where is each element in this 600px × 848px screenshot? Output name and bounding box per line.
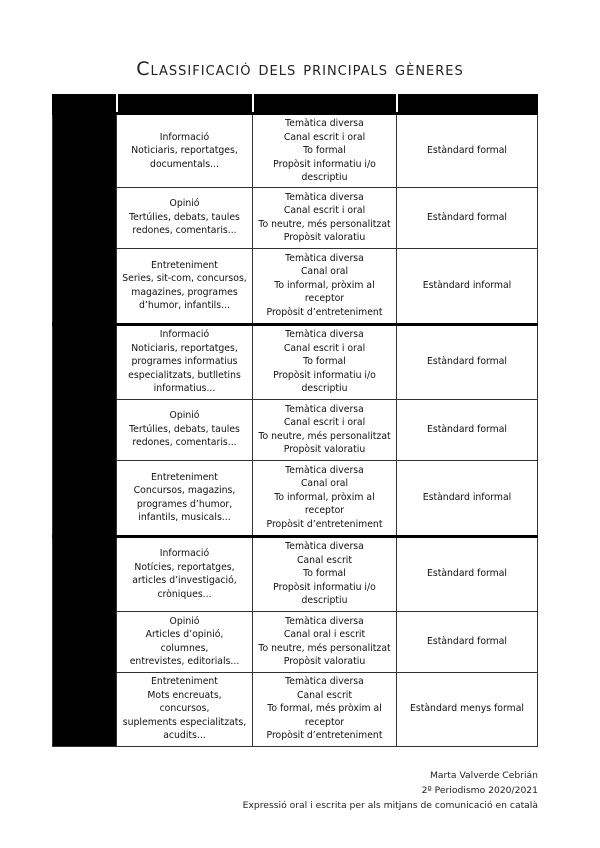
- features-cell-line: Propòsit informatiu i/o: [273, 158, 376, 170]
- genre-cell: [117, 672, 253, 746]
- page-title: Classificació dels principals gèneres: [136, 58, 464, 80]
- table-row: [53, 460, 538, 536]
- register-cell: Estàndard informal: [397, 460, 538, 536]
- genre-cell-line: Entreteniment: [151, 471, 218, 483]
- genre-cell-line: redones, comentaris...: [132, 225, 237, 237]
- features-cell-line: Temàtica diversa: [285, 676, 364, 688]
- genre-cell-line: Informació: [159, 329, 210, 341]
- genre-cell-line: infantils, musicals...: [138, 512, 231, 523]
- features-cell: [253, 324, 397, 399]
- features-cell-line: To formal: [303, 145, 346, 156]
- genre-cell: [117, 114, 253, 188]
- header-cell: [397, 95, 538, 114]
- features-cell: [253, 187, 397, 248]
- features-cell-line: receptor: [304, 716, 345, 728]
- genre-cell-line: documentals...: [150, 158, 219, 170]
- table-row: [53, 672, 538, 746]
- genre-cell-line: Articles d’opinió, columnes,: [145, 629, 224, 654]
- features-cell-line: Canal escrit i oral: [283, 417, 366, 428]
- features-cell-line: Propòsit d’entreteniment: [266, 306, 383, 318]
- genre-cell-line: Opinió: [169, 615, 200, 627]
- register-cell: Estàndard formal: [397, 611, 538, 672]
- features-cell-line: descriptiu: [301, 383, 348, 395]
- features-cell-line: Canal escrit: [296, 554, 353, 566]
- genre-cell-line: d’humor, infantils...: [139, 300, 230, 311]
- table-row: [53, 611, 538, 672]
- genre-cell-line: magazines, programes: [131, 286, 238, 298]
- genre-cell: [117, 187, 253, 248]
- features-cell: [253, 114, 397, 188]
- header-cell: [53, 95, 117, 114]
- features-cell-line: To formal: [303, 568, 346, 580]
- features-cell-line: To informal, pròxim al: [274, 491, 375, 503]
- genre-cell: [117, 460, 253, 536]
- features-cell-line: To neutre, més personalitzat: [258, 430, 391, 442]
- table-row: [53, 324, 538, 399]
- footer: [243, 768, 538, 813]
- group-side-cell: [53, 114, 117, 325]
- features-cell-line: Canal escrit i oral: [283, 342, 366, 354]
- genre-cell-line: Series, sit-com, concursos,: [122, 273, 247, 284]
- genre-cell: [117, 536, 253, 611]
- features-cell-line: Propòsit informatiu i/o: [273, 369, 376, 381]
- genre-cell-line: Entreteniment: [151, 676, 218, 688]
- register-cell: Estàndard menys formal: [397, 672, 538, 746]
- features-cell: [253, 399, 397, 460]
- header-cell: [117, 95, 253, 114]
- features-cell-line: Canal escrit i oral: [283, 205, 366, 216]
- features-cell: [253, 536, 397, 611]
- features-cell-line: Propòsit d’entreteniment: [266, 518, 383, 530]
- register-cell: Estàndard formal: [397, 187, 538, 248]
- features-cell-line: Canal escrit: [296, 689, 353, 701]
- table-row: [53, 536, 538, 611]
- features-cell-line: Temàtica diversa: [285, 252, 364, 264]
- features-cell-line: To formal, més pròxim al: [267, 703, 382, 715]
- genre-cell: [117, 324, 253, 399]
- features-cell-line: Canal oral: [300, 266, 349, 278]
- genre-cell-line: Noticiaris, reportatges,: [131, 342, 238, 354]
- features-cell-line: To neutre, més personalitzat: [258, 218, 391, 230]
- genre-cell-line: Concursos, magazins,: [133, 485, 236, 496]
- features-cell-line: Canal oral i escrit: [283, 629, 366, 640]
- genre-cell: [117, 248, 253, 324]
- genre-cell-line: programes informatius: [131, 356, 238, 368]
- genre-cell-line: suplements especialitzats,: [122, 716, 247, 728]
- features-cell-line: Canal oral: [300, 478, 349, 490]
- genre-cell-line: Mots encreuats, concursos,: [147, 689, 222, 715]
- register-cell: Estàndard formal: [397, 536, 538, 611]
- genre-cell-line: Entreteniment: [151, 259, 218, 271]
- features-cell-line: Temàtica diversa: [285, 403, 364, 415]
- group-side-cell: [53, 536, 117, 746]
- genre-cell-line: Tertúlies, debats, taules: [129, 423, 240, 435]
- register-cell: Estàndard formal: [397, 324, 538, 399]
- features-cell-line: To neutre, més personalitzat: [258, 642, 391, 654]
- features-cell-line: Temàtica diversa: [285, 329, 364, 341]
- footer-course: 2º Periodismo 2020/2021: [421, 785, 538, 796]
- features-cell-line: To formal: [303, 356, 346, 368]
- features-cell-line: receptor: [304, 293, 345, 305]
- table-row: [53, 248, 538, 324]
- register-cell: Estàndard formal: [397, 399, 538, 460]
- features-cell-line: Temàtica diversa: [285, 615, 364, 627]
- group-side-cell: [53, 324, 117, 536]
- genre-cell-line: redones, comentaris...: [132, 437, 237, 449]
- genre-cell-line: Notícies, reportatges,: [134, 561, 235, 573]
- genre-cell-line: Opinió: [169, 410, 200, 422]
- genre-cell-line: programes d’humor,: [136, 498, 233, 510]
- features-cell-line: Canal escrit i oral: [283, 131, 366, 143]
- genre-cell: [117, 611, 253, 672]
- genre-cell-line: Opinió: [169, 198, 200, 210]
- features-cell-line: Temàtica diversa: [285, 464, 364, 476]
- features-cell: [253, 611, 397, 672]
- table-row: [53, 187, 538, 248]
- features-cell-line: descriptiu: [301, 172, 348, 183]
- table-row: [53, 114, 538, 188]
- footer-author: Marta Valverde Cebrián: [429, 770, 538, 781]
- features-cell-line: Propòsit valoratiu: [283, 232, 366, 243]
- table-header-row: [53, 95, 538, 114]
- register-cell: Estàndard formal: [397, 114, 538, 188]
- features-cell-line: Temàtica diversa: [285, 541, 364, 553]
- register-cell: Estàndard informal: [397, 248, 538, 324]
- features-cell: [253, 248, 397, 324]
- genre-cell-line: entrevistes, editorials...: [129, 656, 240, 667]
- genre-cell: [117, 399, 253, 460]
- features-cell-line: Propòsit informatiu i/o: [273, 581, 376, 593]
- features-cell-line: Temàtica diversa: [285, 118, 364, 129]
- genre-cell-line: Informació: [159, 131, 210, 143]
- genre-cell-line: Noticiaris, reportatges,: [131, 145, 238, 156]
- genre-cell-line: articles d’investigació,: [132, 575, 237, 586]
- genre-cell-line: Informació: [159, 548, 210, 559]
- genre-cell-line: acudits...: [163, 730, 206, 742]
- genres-table: [52, 94, 538, 747]
- features-cell-line: receptor: [304, 505, 345, 517]
- features-cell-line: Propòsit valoratiu: [283, 444, 366, 455]
- features-cell: [253, 460, 397, 536]
- features-cell-line: Propòsit valoratiu: [283, 656, 366, 667]
- genre-cell-line: informatius...: [153, 383, 216, 395]
- features-cell-line: Propòsit d’entreteniment: [266, 730, 383, 742]
- header-cell: [253, 95, 397, 114]
- features-cell-line: descriptiu: [301, 595, 348, 607]
- genre-cell-line: cròniques...: [157, 588, 212, 600]
- features-cell-line: To informal, pròxim al: [274, 279, 375, 291]
- features-cell: [253, 672, 397, 746]
- footer-subject: Expressió oral i escrita per als mitjans de comunicació en català: [242, 800, 538, 811]
- genre-cell-line: Tertúlies, debats, taules: [129, 211, 240, 223]
- table-row: [53, 399, 538, 460]
- features-cell-line: Temàtica diversa: [285, 191, 364, 203]
- genre-cell-line: especialitzats, butlletins: [128, 369, 241, 381]
